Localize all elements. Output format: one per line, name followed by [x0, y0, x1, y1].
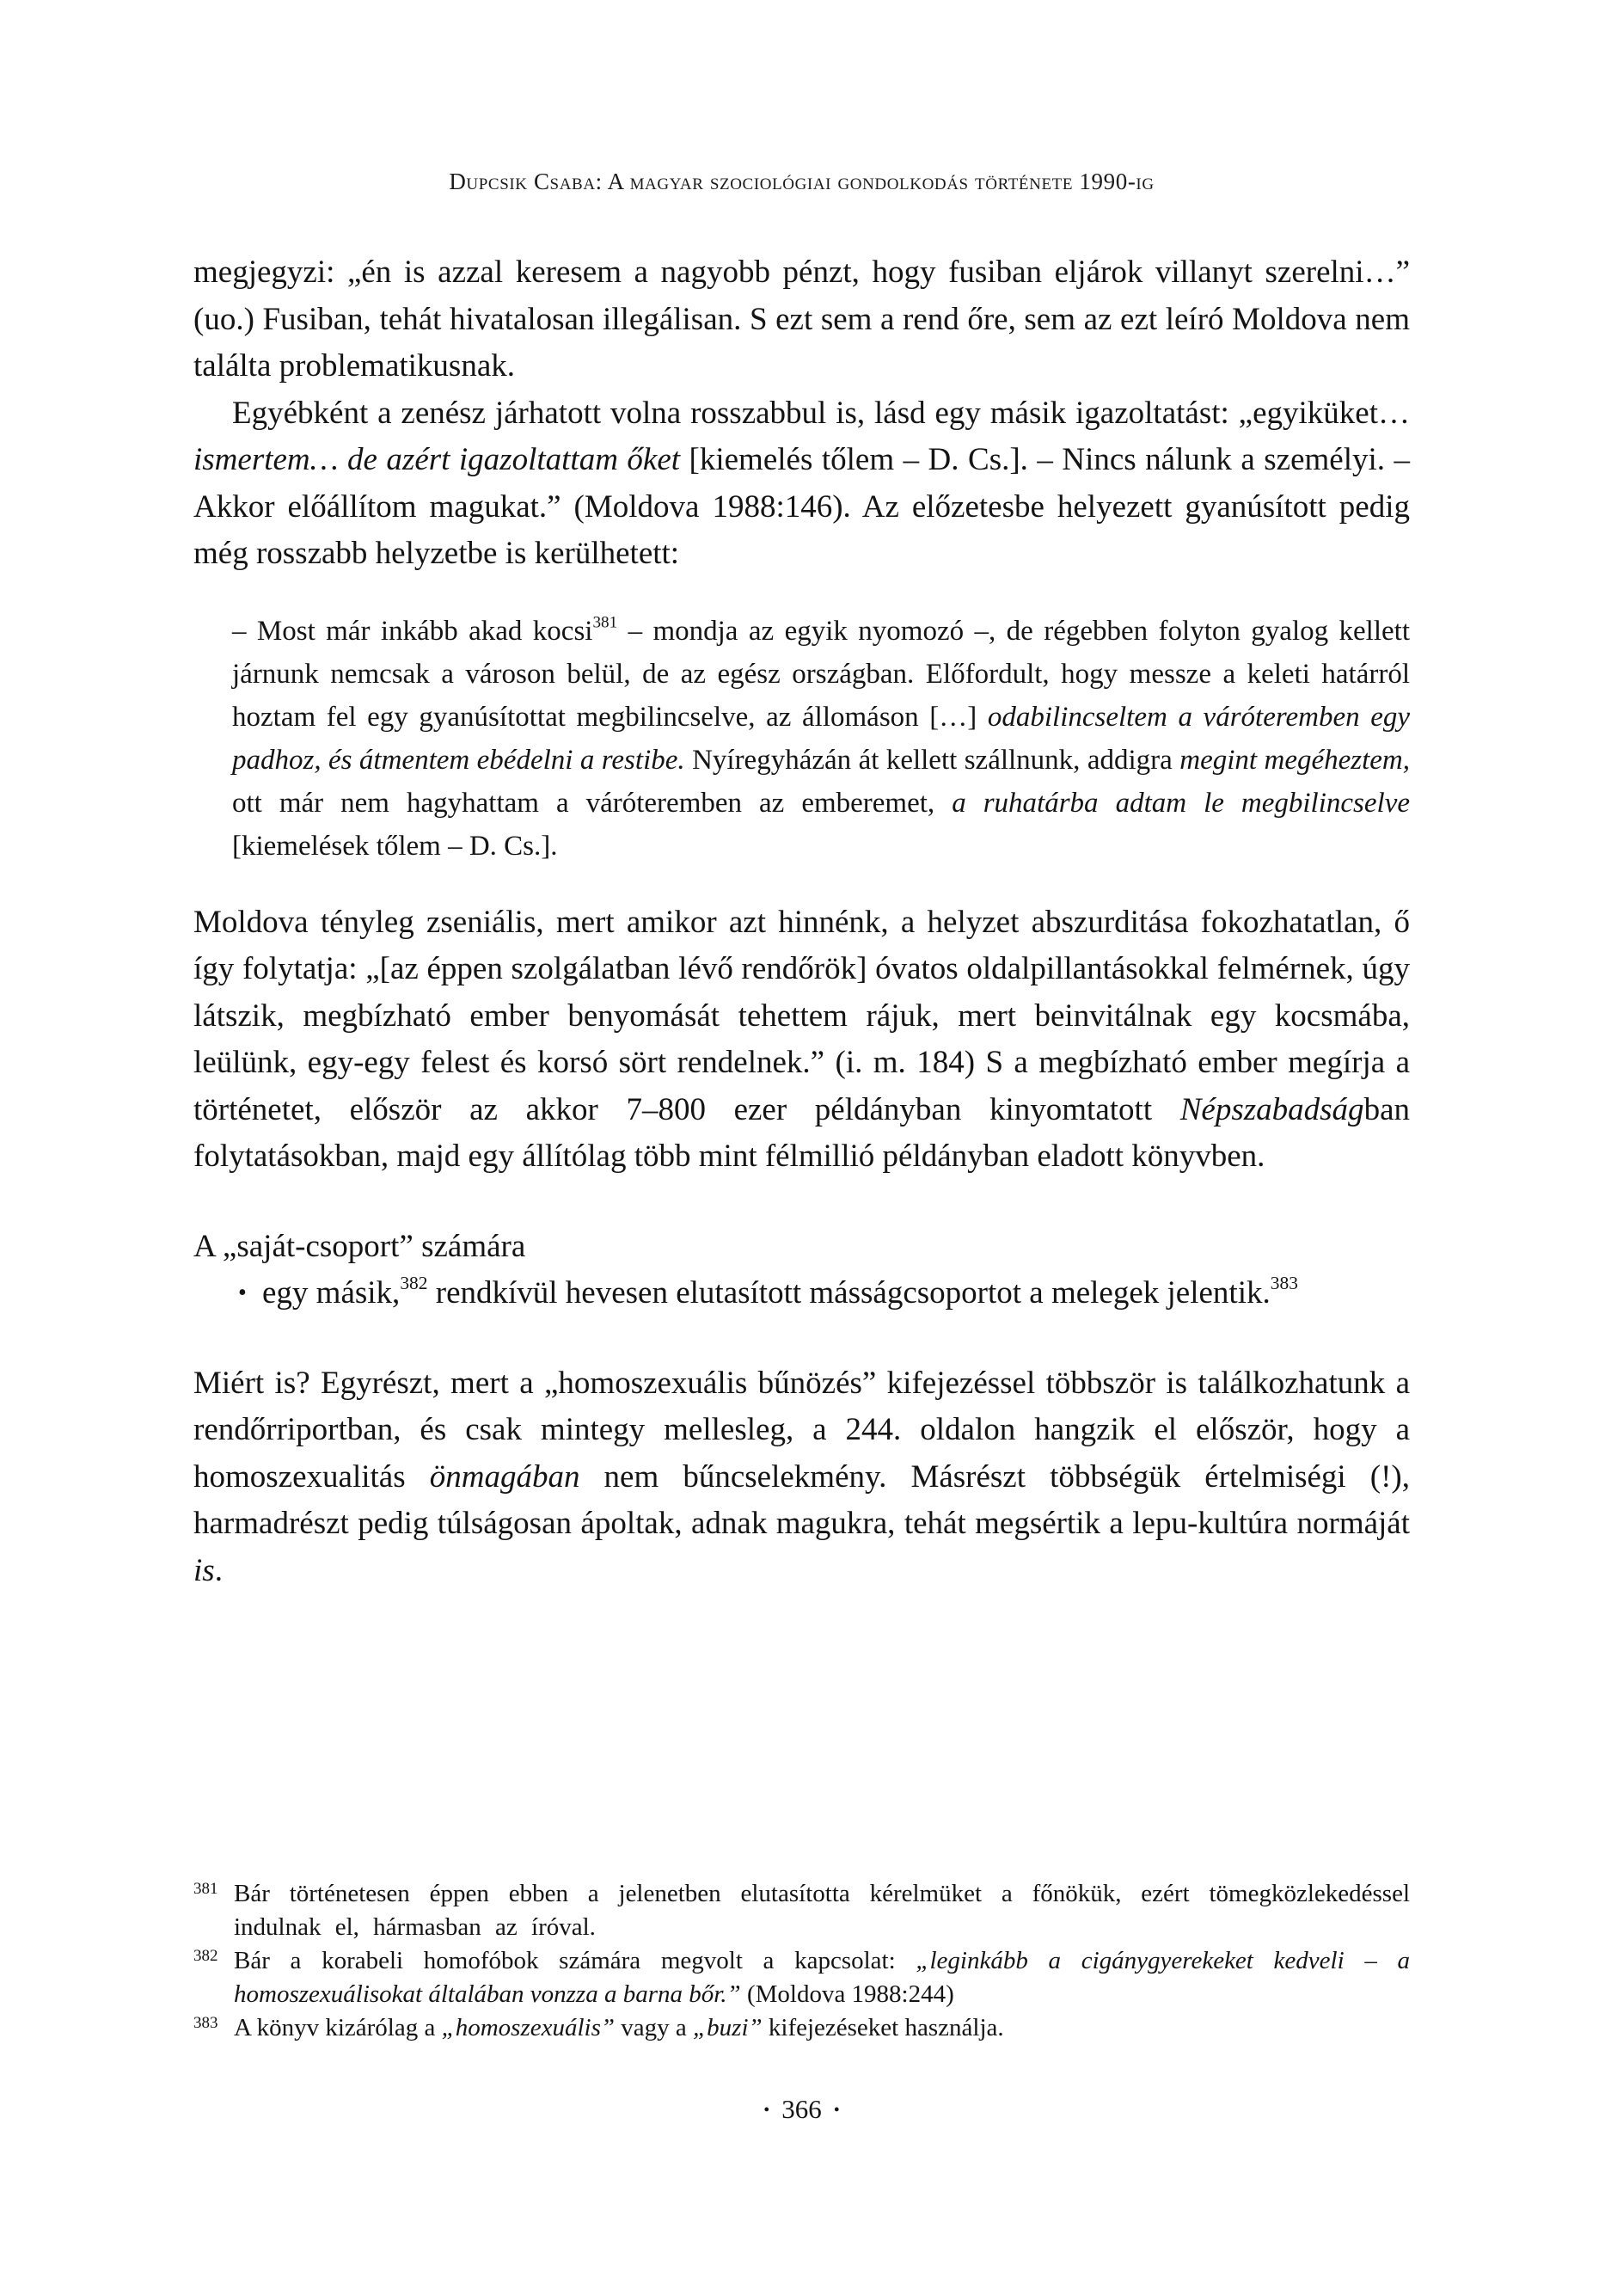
bullet-icon: •	[238, 1280, 247, 1306]
emphasis: Népszabadság	[1179, 1091, 1364, 1127]
running-head: Dupcsik Csaba: A magyar szociológiai gondolkodás története 1990-ig	[449, 169, 1155, 194]
paragraph-1	[193, 249, 1410, 390]
list-item	[193, 1270, 1410, 1317]
footnote-number: 381	[193, 1880, 218, 1898]
list-item-text: rendkívül hevesen elutasított másságcsoportot a melegek jelentik.	[427, 1275, 1271, 1311]
emphasis: is	[193, 1552, 215, 1588]
paragraph-text: megjegyzi: „én is azzal keresem a nagyobb pénzt, hogy fusiban eljárok villanyt szerelni…” (uo.) Fusiban, tehát hivatalosan illegálisan. S ezt sem a rend őre, sem az ezt leíró Moldova nem találta problematikusnak.	[193, 255, 1410, 384]
footnote-382	[193, 1944, 1410, 2011]
footnotes	[193, 1877, 1410, 2045]
list-heading: A „saját-csoport” számára	[193, 1228, 526, 1264]
paragraph-text: [kiemelés tőlem – D. Cs.]. – Nincs nálunk a személyi. – Akkor előállítom magukat.” (Moldova 1988:146). Az előzetesbe helyezett gyanúsított pedig még rosszabb helyzetbe is kerülhetett:	[193, 442, 1410, 571]
emphasis: ismertem… de azért igazoltattam őket	[193, 442, 681, 477]
footnote-text: vagy a	[615, 2014, 694, 2041]
emphasis: megint megéheztem,	[1179, 744, 1411, 776]
footnote-text: (Moldova 1988:244)	[740, 1980, 954, 2008]
paragraph-text: ban folytatásokban, majd egy állítólag több mint félmillió példányban eladott könyvben.	[193, 1091, 1410, 1174]
quote-text: – Most már inkább akad kocsi	[232, 615, 593, 647]
emphasis: „leginkább a cigánygyerekeket kedveli – a homoszexuálisokat általában vonzza a barna bőr.”	[234, 1947, 1410, 2008]
paragraph-text: Moldova tényleg zseniális, mert amikor azt hinnénk, a helyzet abszurditása fokozhatatlan, ő így folytatja: „[az éppen szolgálatban lévő rendőrök] óvatos oldalpillantásokkal felmérnek, úgy látszik, megbízható ember benyomását tehettem rájuk, mert beinvitálnak egy kocsmába, leülünk, egy-egy felest és korsó sört rendelnek.” (i. m. 184) S a megbízható ember megírja a történetet, először az akkor 7–800 ezer példányban kinyomtatott	[193, 904, 1410, 1127]
page-number: 366	[781, 2094, 822, 2124]
footnote-text: kifejezéseket használja.	[762, 2014, 1004, 2041]
footnote-text: A könyv kizárólag a	[234, 2014, 442, 2041]
paragraph-2	[193, 390, 1410, 578]
footnote-383	[193, 2011, 1410, 2045]
quote-text: ott már nem hagyhattam a váróteremben az emberemet,	[232, 787, 953, 819]
footnote-ref-383[interactable]: 383	[1270, 1272, 1298, 1293]
paragraph-text: Egyébként a zenész járhatott volna rosszabbul is, lásd egy másik igazoltatást: „egyiküket…	[232, 395, 1410, 431]
paragraph-text: nem bűncselekmény. Másrészt többségük értelmiségi (!), harmadrészt pedig túlságosan ápoltak, adnak magukra, tehát megsértik a lepu-kultúra normáját	[193, 1458, 1411, 1541]
list-item-text: egy másik,	[262, 1275, 401, 1311]
emphasis: önmagában	[429, 1458, 580, 1495]
ornament-dot-icon: •	[833, 2101, 840, 2120]
bullet-list	[193, 1270, 1410, 1317]
paragraph-text: Miért is? Egyrészt, mert a „homoszexuális bűnözés” kifejezéssel többször is találkozhatunk a rendőrriportban, és csak mintegy mellesleg, a 244. oldalon hangzik el először, hogy a homoszexualitás	[193, 1365, 1410, 1495]
block-quote	[232, 610, 1410, 868]
footnote-ref-382[interactable]: 382	[400, 1272, 428, 1293]
body-text	[193, 249, 1410, 1594]
paragraph-3	[193, 899, 1410, 1181]
paragraph-4	[193, 1360, 1410, 1595]
emphasis: „homoszexuális”	[441, 2014, 616, 2041]
quote-text: Nyíregyházán át kellett szállnunk, addigra	[684, 744, 1180, 776]
footnote-number: 382	[193, 1947, 218, 1965]
paragraph-text: .	[214, 1552, 223, 1588]
emphasis: odabilincseltem a váróteremben egy padhoz, és átmentem ebédelni a restibe.	[232, 701, 1410, 776]
emphasis: „buzi”	[693, 2014, 763, 2041]
footnote-text: Bár a korabeli homofóbok számára megvolt a kapcsolat:	[234, 1947, 916, 1974]
emphasis: a ruhatárba adtam le megbilincselve	[952, 787, 1410, 819]
footnote-text: Bár történetesen éppen ebben a jelenetben elutasította kérelmüket a főnökük, ezért tömegközlekedéssel indulnak el, hármasban az íróval.	[234, 1880, 1410, 1941]
footnote-381	[193, 1877, 1410, 1944]
footnote-ref-381[interactable]: 381	[592, 613, 618, 632]
footnote-number: 383	[193, 2014, 218, 2032]
ornament-dot-icon: •	[763, 2101, 770, 2120]
quote-text: – mondja az egyik nyomozó –, de régebben folyton gyalog kellett járnunk nemcsak a városon belül, de az egész országban. Előfordult, hogy messze a keleti határról hoztam fel egy gyanúsítottat megbilincselve, az állomáson […]	[232, 615, 1410, 733]
page-number-footer	[193, 2094, 1410, 2125]
quote-text: [kiemelések tőlem – D. Cs.].	[232, 830, 558, 862]
